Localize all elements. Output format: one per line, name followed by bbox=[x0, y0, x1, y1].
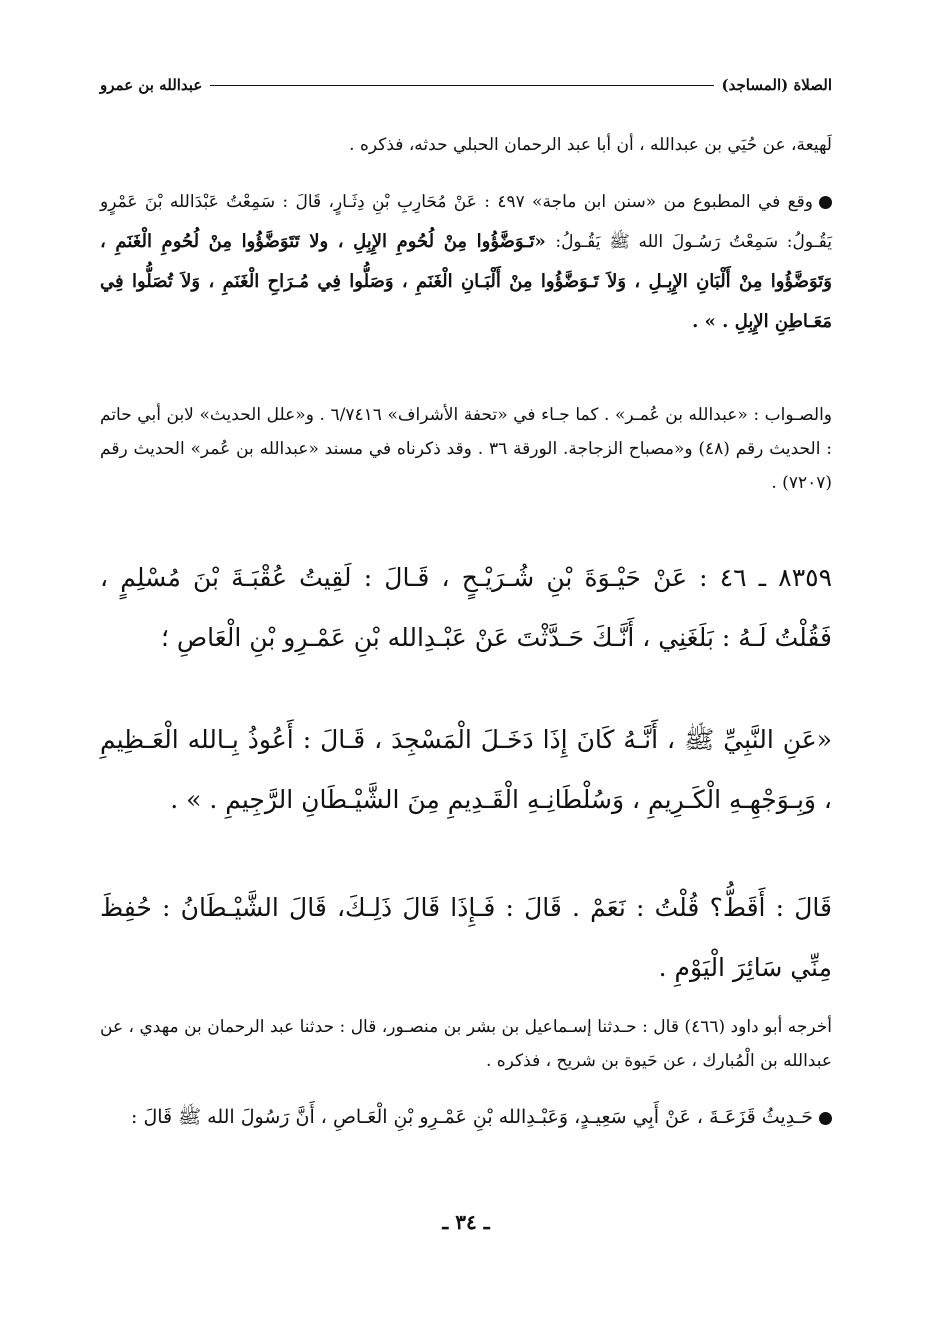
takhrij-paragraph: أخرجه أبو داود (٤٦٦) قال : حـدثنا إسـماعيل بن بشر بن منصـور، قال : حدثنا عبد الرحمان بن مهدي ، عن عبدالله بن الْمُبارك ، عن حَيوة بن شريح ، فذكره . bbox=[100, 1017, 832, 1071]
bullet-icon bbox=[819, 1112, 832, 1125]
correction-paragraph: والصـواب : «عبدالله بن عُمـر» . كما جـاء في «تحفة الأشراف» ٦/٧٤١٦ . و«علل الحديث» لابن أبي حاتم : الحديث رقم (٤٨) و«مصباح الزجاجة. الورقة ٣٦ . وقد ذكرناه في مسند «عبدالله بن عُمر» الحديث رقم (٧٢٠٧) . bbox=[100, 405, 833, 493]
section-title: الصلاة (المساجد) bbox=[721, 76, 832, 94]
header-rule bbox=[210, 85, 713, 86]
commentary-paragraph-1: لَهيعة، عن حُيَي بن عبدالله ، أن أبا عبد الرحمان الحبلي حدثه، فذكره . bbox=[349, 135, 832, 155]
note-quote: «تَـوَضَّؤُوا مِنْ لُحُومِ الإِبِلِ ، ولا تَتَوَضَّؤُوا مِنْ لُحُومِ الْغَنَمِ ، وَتَوَضَّؤُوا مِنْ أَلْبَانِ الإِبِـلِ ، وَلاَ تَـوَضَّؤُوا مِنْ أَلْبَـانِ الْغَنَمِ ، وَصَلُّوا فِي مُـرَاحِ الْغَنَمِ ، وَلاَ تُصَلُّوا فِي مَعَـاطِنِ الإِبِلِ . » . bbox=[100, 231, 832, 332]
note-paragraph-2 bbox=[100, 1100, 832, 1135]
note-paragraph-1 bbox=[100, 182, 832, 342]
page-number: ـ ٣٤ ـ bbox=[442, 1210, 490, 1234]
author-name: عبدالله بن عمرو bbox=[100, 76, 203, 94]
hadith-ending: قَالَ : أَقَطُّ؟ قُلْتُ : نَعَمْ . قَالَ : فَـإِذَا قَالَ ذَلِـكَ، قَالَ الشَّيْـطَانُ : حُفِظَ مِنِّي سَائِرَ الْيَوْمِ . bbox=[100, 893, 832, 982]
hadith-matn: «عَنِ النَّبِيِّ ﷺ ، أَنَّـهُ كَانَ إِذَا دَخَـلَ الْمَسْجِدَ ، قَـالَ : أَعُوذُ بِـالله الْعَـظِيمِ ، وَبِـوَجْهِـهِ الْكَـرِيمِ ، وَسُلْطَانِـهِ الْقَـدِيمِ مِنَ الشَّيْـطَانِ الرَّجِيمِ . » . bbox=[100, 725, 832, 814]
bullet-icon bbox=[819, 196, 832, 209]
note-2-text: حَـدِيثُ قَزَعَـةَ ، عَنْ أَبِي سَعِيـدٍ، وَعَبْـدِالله بْنِ عَمْـرِو بْنِ الْعَـاصِ ، أَنَّ رَسُولَ الله ﷺ قَالَ : bbox=[131, 1106, 813, 1128]
hadith-isnad: ٨٣٥٩ ـ ٤٦ : عَنْ حَيْـوَةَ بْنِ شُـرَيْـحٍ ، قَـالَ : لَقِيتُ عُقْبَـةَ بْنَ مُسْلِمٍ ، فَقُلْتُ لَـهُ : بَلَغَنِي ، أَنَّـكَ حَـدَّثْتَ عَنْ عَبْـدِالله بْنِ عَمْـرِو بْنِ الْعَاصِ ؛ bbox=[100, 563, 832, 652]
running-header bbox=[100, 72, 832, 98]
note-intro: وقع في المطبوع من «سنن ابن ماجة» ٤٩٧ : عَنْ مُحَارِبِ بْنِ دِثَـارٍ، قَالَ : سَمِعْتُ عَبْدَالله بْنَ عَمْرٍو يَقُـولُ: سَمِعْتُ رَسُـولَ الله ﷺ يَقُـولُ: bbox=[100, 192, 832, 252]
